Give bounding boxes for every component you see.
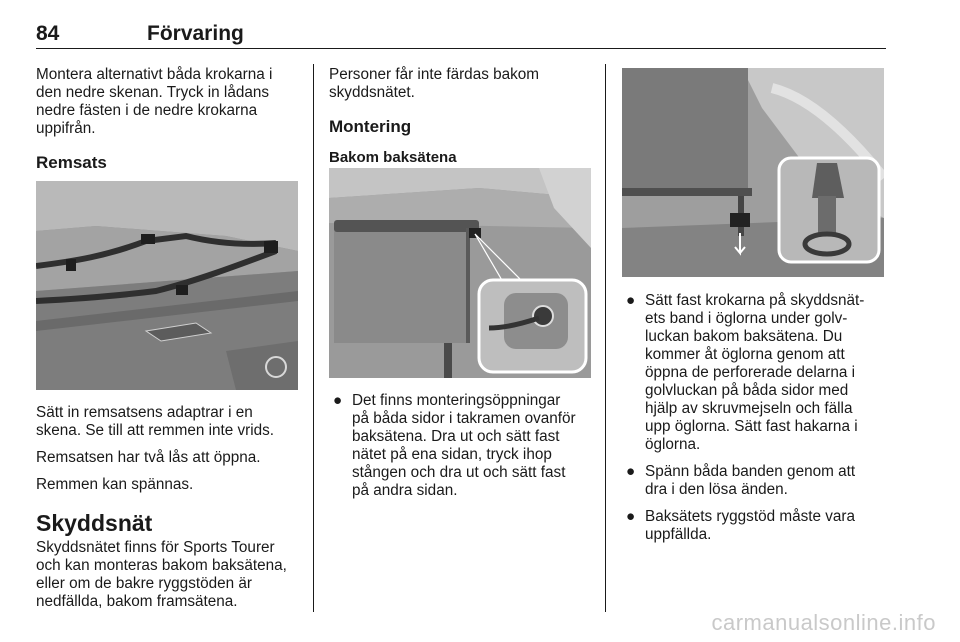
- skyddsnat-line: nedfällda, bakom framsätena.: [36, 593, 238, 610]
- bullet-line: golvluckan på båda sidor med: [645, 382, 849, 399]
- figure-net-behind-rear-seats: [329, 168, 591, 378]
- heading-montering: Montering: [329, 117, 412, 136]
- page-number: 84: [36, 22, 60, 45]
- column-divider-2: [605, 64, 606, 612]
- bullet-line: kommer åt öglorna genom att: [645, 346, 845, 363]
- column-divider-1: [313, 64, 314, 612]
- bullet-line: luckan bakom baksätena. Du: [645, 328, 843, 345]
- column-2-lower: [329, 392, 599, 500]
- heading-bakom-baksatena: Bakom baksätena: [329, 149, 457, 166]
- heading-skyddsnat: Skyddsnät: [36, 510, 153, 536]
- column-2: [329, 66, 597, 167]
- bullet-icon: ●: [626, 292, 636, 309]
- remsats-paragraph: Remmen kan spännas.: [36, 476, 194, 493]
- bullet-line: Det finns monteringsöppningar: [352, 392, 561, 409]
- column-3: [622, 292, 888, 544]
- bullet-line: stången och dra ut och sätt fast: [352, 464, 566, 481]
- remsats-paragraph: Remsatsen har två lås att öppna.: [36, 449, 261, 466]
- bullet-line: nätet på ena sidan, tryck ihop: [352, 446, 552, 463]
- figure-net-floor-hooks: [622, 68, 884, 277]
- bullet-line: på andra sidan.: [352, 482, 458, 499]
- skyddsnat-line: Skyddsnätet finns för Sports Tourer: [36, 539, 275, 556]
- bullet-line: på båda sidor i takramen ovanför: [352, 410, 576, 427]
- bullet-item: [622, 292, 888, 454]
- bullet-line: ets band i öglorna under golv-: [645, 310, 848, 327]
- bullet-icon: ●: [626, 463, 636, 480]
- bullet-line: dra i den lösa änden.: [645, 481, 788, 498]
- intro-line: nedre fästen i de nedre krokarna: [36, 102, 258, 119]
- bullet-line: Sätt fast krokarna på skyddsnät-: [645, 292, 865, 309]
- bullet-line: öglorna.: [645, 436, 701, 453]
- skyddsnat-line: eller om de bakre ryggstöden är: [36, 575, 252, 592]
- heading-remsats: Remsats: [36, 153, 107, 172]
- watermark: carmanualsonline.info: [711, 610, 936, 635]
- bullet-line: öppna de perforerade delarna i: [645, 364, 856, 381]
- remsats-paragraph-line: skena. Se till att remmen inte vrids.: [36, 422, 275, 439]
- intro-line: uppifrån.: [36, 120, 96, 137]
- bullet-line: baksätena. Dra ut och sätt fast: [352, 428, 560, 445]
- bullet-line: uppfällda.: [645, 526, 712, 543]
- bullet-line: Baksätets ryggstöd måste vara: [645, 508, 856, 525]
- chapter-title: Förvaring: [147, 22, 244, 45]
- bullet-item: [622, 463, 888, 499]
- bullet-icon: ●: [626, 508, 636, 525]
- remsats-paragraph-line: Sätt in remsatsens adaptrar i en: [36, 404, 253, 421]
- skyddsnat-line: och kan monteras bakom baksätena,: [36, 557, 287, 574]
- page-header: [36, 20, 886, 49]
- intro-line: Personer får inte färdas bakom: [329, 66, 540, 83]
- bullet-item: [329, 392, 599, 500]
- intro-line: Montera alternativt båda krokarna i: [36, 66, 273, 83]
- intro-line: skyddsnätet.: [329, 84, 415, 101]
- bullet-icon: ●: [333, 392, 343, 409]
- figure-strap-kit: [36, 181, 298, 390]
- bullet-item: [622, 508, 888, 544]
- bullet-line: upp öglorna. Sätt fast hakarna i: [645, 418, 858, 435]
- intro-line: den nedre skenan. Tryck in lådans: [36, 84, 269, 101]
- column-1-lower: [36, 404, 304, 611]
- bullet-line: Spänn båda banden genom att: [645, 463, 856, 480]
- column-1: [36, 66, 304, 173]
- bullet-line: hjälp av skruvmejseln och fälla: [645, 400, 853, 417]
